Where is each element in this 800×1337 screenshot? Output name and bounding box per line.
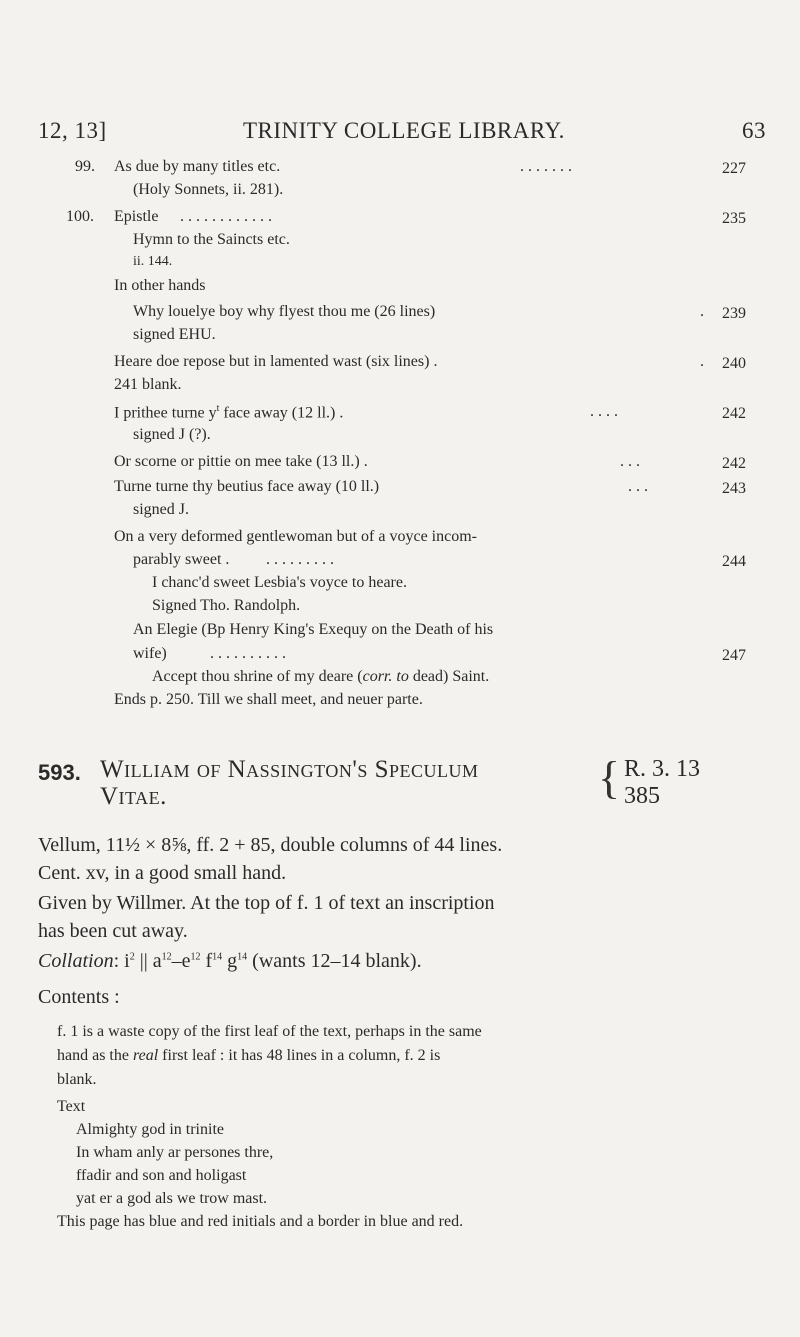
verse-line: yat er a god als we trow mast. [76, 1190, 268, 1207]
text-part: hand as the [57, 1047, 133, 1064]
contents-heading: Contents : [38, 986, 120, 1008]
entry-text [114, 403, 343, 422]
leader-dots: . . . . . . . . . . . . [180, 208, 272, 225]
entry-page: 242 [722, 405, 746, 422]
leader-dots: . . . . . . . [520, 158, 572, 175]
brace: { [598, 752, 621, 803]
entry-number: 99. [75, 158, 95, 175]
description-line: Cent. xv, in a good small hand. [38, 862, 287, 884]
leader-dots: . [700, 303, 704, 320]
shelf-number: 385 [624, 783, 660, 809]
entry-number: 100. [66, 208, 94, 225]
entry-page: 227 [722, 160, 746, 177]
superscript: 12 [190, 951, 201, 963]
entry-text: parably sweet . [133, 551, 230, 568]
item-title-continued: Vitae. [100, 783, 167, 810]
entry-page: 243 [722, 480, 746, 497]
item-title: William of Nassington's Speculum [100, 756, 479, 783]
superscript: 2 [129, 951, 135, 963]
collation-label: Collation [38, 950, 114, 972]
verse-line: ffadir and son and holigast [76, 1167, 247, 1184]
entry-text-part: dead) Saint. [408, 668, 490, 685]
entry-text: (Holy Sonnets, ii. 281). [133, 181, 284, 198]
entry-page: 239 [722, 305, 746, 322]
italic-note: corr. to [362, 668, 409, 685]
entry-text: I chanc'd sweet Lesbia's voyce to heare. [152, 574, 407, 591]
leader-dots: . . . [628, 478, 648, 495]
text-part: –e [171, 950, 191, 972]
entry-text: Epistle [114, 208, 159, 225]
contents-para: f. 1 is a waste copy of the first leaf of the text, perhaps in the same [57, 1023, 482, 1040]
item-number: 593. [38, 760, 81, 785]
entry-text: Heare doe repose but in lamented wast (six lines) . [114, 353, 438, 370]
entry-text: Signed Tho. Randolph. [152, 597, 301, 614]
text-part: , ff. 2 + 85, double columns of 44 lines. [186, 834, 503, 856]
text-part: × 8 [140, 834, 172, 856]
entry-text-part: face away (12 ll.) . [219, 404, 344, 422]
entry-text: Ends p. 250. Till we shall meet, and neuer parte. [114, 691, 423, 708]
running-header-title: TRINITY COLLEGE LIBRARY. [243, 118, 565, 143]
leader-dots: . . . . . . . . . [266, 551, 334, 568]
entry-page: 247 [722, 647, 746, 664]
entry-text: Turne turne thy beutius face away (10 ll.) [114, 478, 380, 495]
entry-text: In other hands [114, 277, 206, 294]
entry-page: 235 [722, 210, 746, 227]
entry-page: 240 [722, 355, 746, 372]
entry-text: wife) [133, 645, 167, 662]
entry-text: Or scorne or pittie on mee take (13 ll.) . [114, 453, 368, 470]
contents-para: blank. [57, 1071, 97, 1088]
entry-text: 241 blank. [114, 376, 182, 393]
entry-text-part: I prithee turne y [114, 404, 217, 422]
leader-dots: . [700, 353, 704, 370]
text-part: f [200, 950, 213, 972]
superscript: t [216, 403, 220, 414]
text-part: : i [113, 950, 130, 972]
entry-text: Hymn to the Saincts etc. [133, 231, 290, 248]
contents-para [57, 1047, 440, 1065]
fraction: ⅝ [171, 834, 187, 856]
entry-text: Why louelye boy why flyest thou me (26 lines) [133, 303, 436, 320]
entry-text: On a very deformed gentlewoman but of a voyce incom- [114, 528, 477, 545]
entry-page: 244 [722, 553, 746, 570]
text-part: (wants 12–14 blank). [247, 950, 422, 972]
verse-line: In wham anly ar persones thre, [76, 1144, 274, 1161]
entry-text: An Elegie (Bp Henry King's Exequy on the Death of his [133, 621, 494, 638]
page-number: 63 [742, 118, 766, 143]
entry-text: signed J. [133, 501, 189, 518]
description-line: Given by Willmer. At the top of f. 1 of text an inscription [38, 892, 495, 914]
entry-text: signed EHU. [133, 326, 216, 343]
entry-text: As due by many titles etc. [114, 158, 281, 175]
collation-line [38, 950, 422, 973]
leader-dots: . . . [620, 453, 640, 470]
text-part: g [222, 950, 238, 972]
verse-line: Almighty god in trinite [76, 1121, 224, 1138]
fraction: ½ [125, 834, 141, 856]
closing-note: This page has blue and red initials and a border in blue and red. [57, 1213, 464, 1230]
text-part: first leaf : it has 48 lines in a column, f. 2 is [158, 1047, 441, 1064]
text-part: || a [134, 950, 162, 972]
leader-dots: . . . . [590, 403, 618, 420]
superscript: 14 [237, 951, 248, 963]
running-header-left: 12, 13] [38, 118, 107, 143]
entry-text: signed J (?). [133, 426, 211, 443]
entry-text-part: Accept thou shrine of my deare ( [152, 668, 363, 685]
entry-text: ii. 144. [133, 254, 173, 269]
entry-page: 242 [722, 455, 746, 472]
italic-word: real [132, 1047, 159, 1064]
description-line [38, 834, 502, 857]
text-part: Vellum, 11 [38, 834, 126, 856]
superscript: 14 [212, 951, 223, 963]
leader-dots: . . . . . . . . . . [210, 645, 286, 662]
shelfmark: R. 3. 13 [624, 756, 701, 782]
superscript: 12 [161, 951, 172, 963]
description-line: has been cut away. [38, 920, 188, 942]
entry-text [152, 668, 489, 686]
text-label: Text [57, 1098, 86, 1115]
